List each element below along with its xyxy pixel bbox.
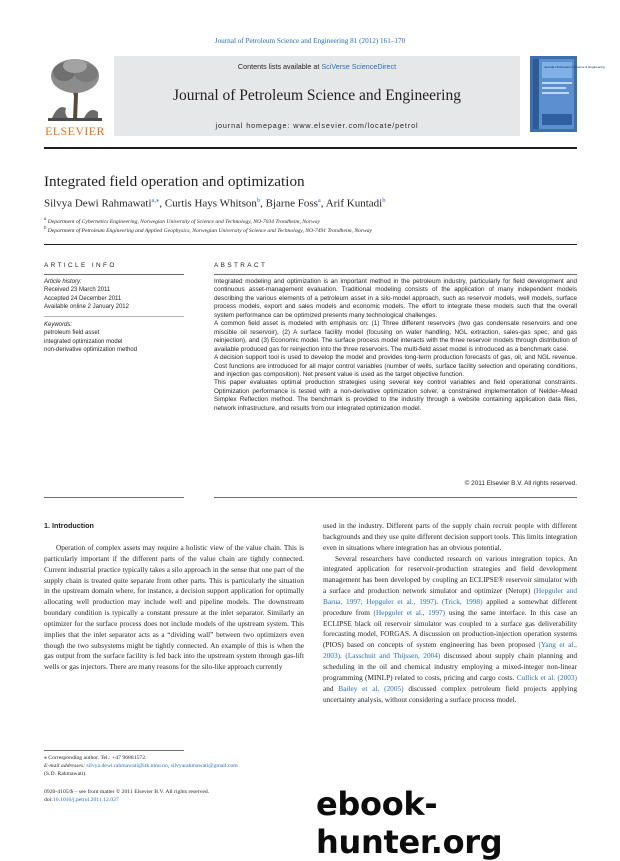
abstract-text (214, 278, 577, 413)
affiliation-text: Department of Petroleum Engineering and Applied Geophysics, Norwegian University of Science and Technology, NO-7491 Trondheim, Norway (47, 227, 373, 234)
front-matter (44, 788, 308, 804)
cover-title: Journal of Petroleum Science & Engineering (544, 65, 605, 69)
doi-link[interactable]: 10.1016/j.petrol.2011.12.027 (52, 797, 119, 803)
journal-masthead (44, 56, 605, 140)
corresponding-author-note: ⁎ Corresponding author. Tel.: +47 96881572. (44, 755, 147, 761)
article-title: Integrated field operation and optimization (44, 173, 305, 190)
author-name[interactable]: Bjarne Foss (265, 197, 318, 210)
homepage-line (114, 121, 520, 130)
abstract-bottom-rule (214, 497, 577, 498)
doi-line (44, 796, 308, 804)
affiliation-mark: a (44, 217, 47, 222)
history-received: Received 23 March 2011 (44, 287, 111, 294)
article-info-bottom-rule (44, 497, 184, 498)
email-owner: (S.D. Rahmawati). (44, 771, 87, 777)
abstract-paragraph: A common field asset is modeled with emphasis on: (1) Three different reservoirs (two gas condensate reservoirs and one miscible oil reservoir), (2) A surface facility model (focusing on water handling, NGL extraction, sales-gas spec, and gas reinjection), and (3) Economic model. The surface process model interacts with the three reservoir models through distribution of available produced gas for reinjection into the three reservoirs. The multi-field asset model is introduced as a benchmark case. (214, 320, 577, 353)
footnotes (44, 754, 308, 778)
author-affiliation-mark[interactable]: a,⁎ (151, 197, 160, 204)
abstract-paragraph: A decision support tool is used to develop the model and provides long-term production forecasts of gas, oil, and NGL revenue. Cost functions are introduced for all major control variables (number of wells, surface facility selection and operating conditions, and injection gas composition). Net present value is used as the target objective function. (214, 354, 577, 378)
keyword: petroleum field asset (44, 330, 100, 337)
watermark-text: ebook-hunter.org (316, 785, 503, 861)
body-paragraph: Operation of complex assets may require a holistic view of the value chain. This is particularly important if the different parts of the value chain are tightly connected. Current industrial practice typically takes a silo approach in the sense that one part of the supply chain is treated quite separate from other parts. This is particularly the situation in the upstream domain where, for instance, a decision support application for optimally allocating well production may include well and pipeline models. The downstream boundary condition is typically a constant pressure at the inlet separator. Similarly an optimizer for the surface process does not include models of the upstream system. This implies that the inlet separator acts as a “dividing wall” between two optimizers even though the two subsystems might be tightly connected. An example of this is when the gas output from the surface facility is fed back into the upstream system through gas-lift wells or gas injectors. There are many reasons for the silo-like approach currently (44, 543, 304, 672)
article-history (44, 278, 184, 312)
abstract-label: ABSTRACT (214, 262, 268, 269)
issn-line: 0920-4105/$ – see front matter © 2011 Elsevier B.V. All rights reserved. (44, 789, 210, 795)
body-column-right (323, 521, 577, 705)
section-heading-introduction: 1. Introduction (44, 521, 94, 530)
body-paragraph-with-citations: Several researchers have conducted research on various integration topics. An integrated application for reservoir-production strategies and field development management has been developed by coupling an ECLIPSE® reservoir simulator with a surface and production network simulator and optimizer (Netopt) (Hepguler and Barua, 1997; Hepguler et al., 1997). (Trick, 1998) applied a somewhat different procedure from (Hepguler et al., 1997) using the same interface. In this case an ECLIPSE black oil reservoir simulator was coupled to a surface gas deliverability forecasting model, FORGAS. A discussion on production-injection operation systems (PIOS) based on concepts of system engineering has been proposed (Yang et al., 2003). (Lasschuit and Thijssen, 2004) discussed about supply chain planning and scheduling in the oil and chemical industry employing a mixed-integer non-linear programming (MINLP) related to costs, pricing and cargo costs. Cullick et al. (2003) and Bailey et al. (2005) discussed complex petroleum field projects applying uncertainty analysis, without considering a surface process model. (323, 553, 577, 704)
header-rule (44, 147, 577, 149)
body-paragraph: used in the industry. Different parts of the supply chain recruit people with different backgrounds and they use quite different decision support tools. This limits integration even in situations where integration has an obvious potential. (323, 521, 577, 552)
author-name[interactable]: Curtis Hays Whitson (164, 197, 257, 210)
article-info-rule (44, 274, 184, 275)
article-info-divider (44, 316, 184, 317)
copyright-notice: © 2011 Elsevier B.V. All rights reserved. (464, 480, 577, 487)
email-link[interactable]: silvyarahmawati@gmail.com (170, 763, 238, 769)
doi-prefix: doi: (44, 797, 53, 803)
affiliation (44, 226, 372, 234)
author-name[interactable]: Silvya Dewi Rahmawati (44, 197, 152, 210)
affiliation-text: Department of Cybernetics Engineering, Norwegian University of Science and Technology, NO-7034 Trondheim, Norway (47, 218, 320, 225)
elsevier-tree-icon (44, 56, 106, 122)
history-online: Available online 2 January 2012 (44, 304, 129, 311)
sciencedirect-link[interactable]: SciVerse ScienceDirect (321, 62, 397, 71)
journal-cover-icon (530, 56, 605, 132)
affiliation-mark: b (44, 226, 47, 231)
keywords-heading: Keywords: (44, 322, 73, 328)
history-heading: Article history: (44, 279, 82, 285)
elsevier-wordmark: ELSEVIER (45, 124, 105, 138)
footnote-rule (44, 750, 184, 751)
keyword: non-derivative optimization method (44, 347, 138, 354)
article-info-label: ARTICLE INFO (44, 262, 117, 269)
author-name[interactable]: Arif Kuntadi (325, 197, 383, 210)
homepage-link[interactable]: www.elsevier.com/locate/petrol (293, 121, 419, 130)
body-column-left (44, 543, 304, 673)
keyword: integrated optimization model (44, 338, 123, 345)
email-link[interactable]: silvya.dewi.rahmawati@itk.ntnu.no (86, 763, 168, 769)
journal-banner (114, 56, 520, 136)
journal-citation[interactable]: Journal of Petroleum Science and Engineering 81 (2012) 161–170 (214, 37, 406, 45)
journal-cover-thumbnail[interactable] (530, 56, 605, 132)
author-affiliation-mark[interactable]: b (382, 197, 386, 204)
author-affiliation-mark[interactable]: b (256, 197, 261, 204)
email-note: E-mail addresses: silvya.dewi.rahmawati@itk.ntnu.no, silvyarahmawati@gmail.com (44, 763, 238, 769)
email-label: E-mail addresses: (44, 763, 86, 769)
abstract-rule (214, 274, 577, 275)
author-affiliation-mark[interactable]: a (317, 197, 321, 204)
title-rule (44, 244, 577, 245)
affiliation (44, 217, 320, 225)
abstract-paragraph: Integrated modeling and optimization is an important method in the petroleum industry, particularly for field development and continuous asset-management evaluation. Traditional modeling consists of the application of many independent models describing the various elements of a petroleum asset in a silo-model approach, such as reservoir models, well models, surface process models, export and sales models and economic models. The effort to integrate these models such that the overall system performance can be optimized presents many technological challenges. (214, 278, 577, 319)
keywords-block (44, 321, 184, 355)
abstract-paragraph: This paper evaluates optimal production strategies using several key control variables and field operational constraints. Optimization performance is tested with a non-derivative optimization solver, a constrained implementation of Nelder–Mead Simplex Reflection method. The benchmark is provided to the industry through a website containing application data files, network infrastructure, and results from our integrated optimization model. (214, 379, 577, 412)
history-accepted: Accepted 24 December 2011 (44, 295, 122, 302)
contents-prefix: Contents lists available at (237, 62, 322, 71)
author-list: Silvya Dewi Rahmawati$^{a,⁎}$, Curtis Hays Whitson$^b$, Bjarne Foss$^a$, Arif Kuntadi$^b$ (44, 197, 386, 210)
contents-line (114, 62, 520, 71)
elsevier-logo[interactable] (44, 56, 106, 136)
homepage-prefix: journal homepage: (215, 121, 294, 130)
journal-title: Journal of Petroleum Science and Engineering (173, 87, 461, 104)
